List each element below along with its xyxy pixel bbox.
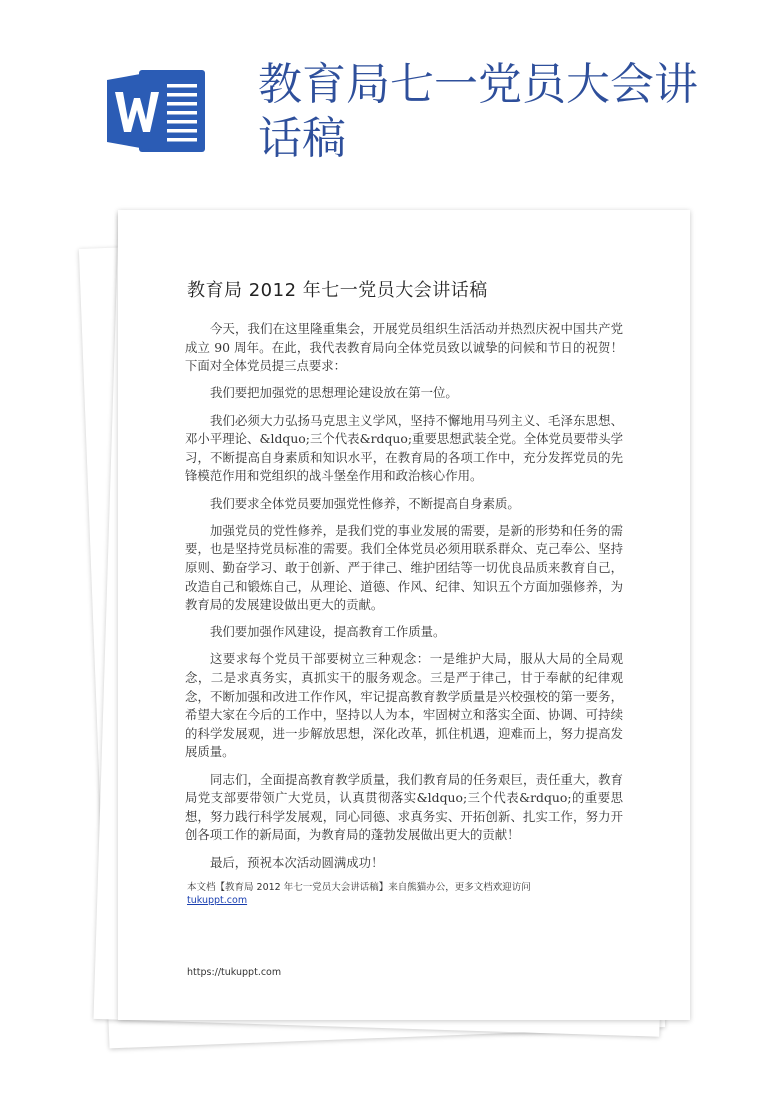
bottom-url[interactable]: https://tukuppt.com <box>187 967 282 978</box>
paragraph: 最后，预祝本次活动圆满成功！ <box>210 854 384 870</box>
word-icon <box>107 68 209 154</box>
document-title: 教育局 2012 年七一党员大会讲话稿 <box>187 280 488 301</box>
paragraph: 我们要把加强党的思想理论建设放在第一位。 <box>210 385 458 401</box>
paragraph: 今天，我们在这里隆重集会，开展党员组织生活活动并热烈庆祝中国共产党成立 90 周年。在此，我代表教育局向全体党员致以诚挚的问候和节日的祝贺！下面对全体党员提三点要求： <box>185 321 623 374</box>
page-title-line-1: 教育局七一党员大会讲 <box>258 59 698 110</box>
page-title <box>258 58 728 166</box>
paragraph: 同志们，全面提高教育教学质量，我们教育局的任务艰巨，责任重大，教育局党支部要带领广大党员，认真贯彻落实&ldquo;三个代表&rdquo;的重要思想，努力践行科学发展观，同心同德、求真务实、开拓创新、扎实工作，努力开创各项工作的新局面，为教育局的蓬勃发展做出更大的贡献！ <box>185 771 623 843</box>
source-footnote <box>187 881 627 907</box>
document-body <box>185 320 623 881</box>
page-title-line-2: 话稿 <box>258 113 346 164</box>
footnote-text: 本文档【教育局 2012 年七一党员大会讲话稿】来自熊猫办公，更多文档欢迎访问 <box>187 882 531 893</box>
footnote-link[interactable]: tukuppt.com <box>187 895 248 906</box>
paragraph: 我们要求全体党员要加强党性修养，不断提高自身素质。 <box>210 495 520 511</box>
paragraph: 我们要加强作风建设，提高教育工作质量。 <box>210 624 446 640</box>
paragraph: 这要求每个党员干部要树立三种观念：一是维护大局，服从大局的全局观念，二是求真务实，真抓实干的服务观念。三是严于律己，甘于奉献的纪律观念，不断加强和改进工作作风，牢记提高教育教学质量是兴校强校的第一要务，希望大家在今后的工作中，坚持以人为本，牢固树立和落实全面、协调、可持续的科学发展观，进一步解放思想，深化改革，抓住机遇，迎难而上，努力提高发展质量。 <box>185 651 623 760</box>
paragraph: 加强党员的党性修养，是我们党的事业发展的需要，是新的形势和任务的需要，也是坚持党员标准的需要。我们全体党员必须用联系群众、克己奉公、坚持原则、勤奋学习、敢于创新、严于律己、维护团结等一切优良品质来教育自己，改造自己和锻炼自己，从理论、道德、作风、纪律、知识五个方面加强修养，为教育局的发展建设做出更大的贡献。 <box>185 522 623 613</box>
paragraph: 我们必须大力弘扬马克思主义学风，坚持不懈地用马列主义、毛泽东思想、邓小平理论、&ldquo;三个代表&rdquo;重要思想武装全党。全体党员要带头学习，不断提高自身素质和知识水平，在教育局的各项工作中，充分发挥党员的先锋模范作用和党组织的战斗堡垒作用和政治核心作用。 <box>185 412 623 484</box>
